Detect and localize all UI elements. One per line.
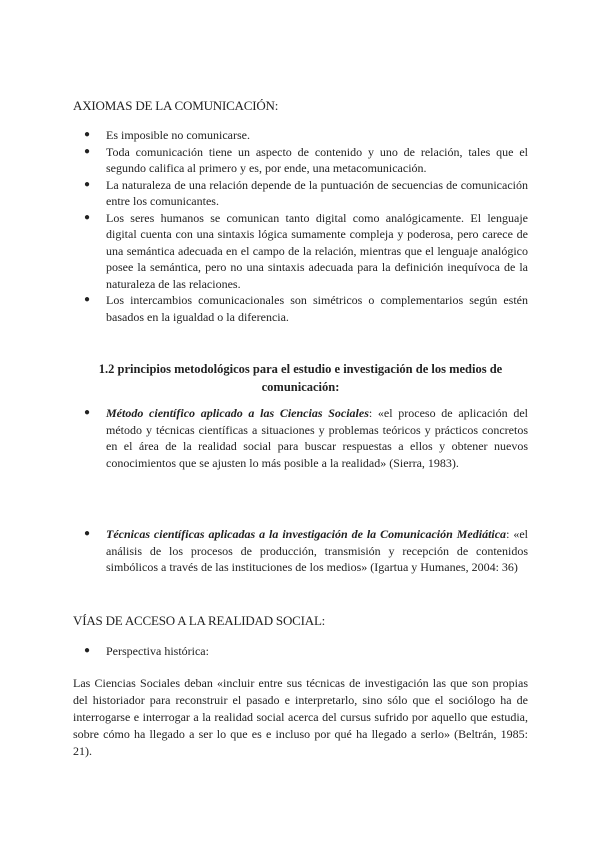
bullet-icon: ● — [84, 294, 91, 305]
bullet-icon: ● — [84, 211, 91, 223]
axiomas-heading: AXIOMAS DE LA COMUNICACIÓN: — [73, 98, 279, 113]
axiomas-list — [80, 127, 528, 325]
principios-list-1 — [80, 405, 528, 471]
vias-heading: VÍAS DE ACCESO A LA REALIDAD SOCIAL: — [73, 613, 326, 628]
bullet-icon: ● — [84, 407, 91, 418]
list-item-text: Es imposible no comunicarse. — [106, 128, 250, 142]
bullet-icon: ● — [84, 129, 91, 140]
list-item — [80, 292, 528, 325]
bullet-icon: ● — [84, 528, 91, 539]
definition-text: : «el proceso de aplicación del método y técnicas científicas a situaciones y problemas teóricos y prácticos concretos en el área de la realidad social para buscar respuestas a ellos y obtener nuevos conocimientos que se ajusten lo más posible a la realidad» (Sierra, 1983). — [106, 406, 528, 470]
bullet-icon: ● — [84, 178, 91, 190]
list-item-text: Perspectiva histórica: — [106, 644, 209, 658]
term-tecnicas-cientificas: Técnicas científicas aplicadas a la investigación de la Comunicación Mediática — [106, 527, 507, 541]
list-item-text: Los seres humanos se comunican tanto digital como analógicamente. El lenguaje digital cuenta con una sintaxis lógica sumamente compleja y poderosa, pero carece de una semántica adecuada en el campo de la relación, mientras que el lenguaje analógico posee la semántica, pero no una sintaxis adecuada para la definición inequívoca de la naturaleza de las relaciones. — [106, 210, 528, 291]
list-item — [80, 526, 528, 576]
term-metodo-cientifico: Método científico aplicado a las Ciencias Sociales — [106, 406, 369, 420]
list-item — [80, 127, 528, 144]
list-item-text: Toda comunicación tiene un aspecto de contenido y uno de relación, tales que el segundo califica al primero y es, por ende, una metacomunicación. — [106, 144, 528, 175]
list-item-text: La naturaleza de una relación depende de la puntuación de secuencias de comunicación entre los comunicantes. — [106, 177, 528, 208]
bullet-icon: ● — [84, 645, 91, 656]
list-item — [80, 177, 528, 210]
list-item — [80, 144, 528, 177]
list-item — [80, 210, 528, 293]
list-item-text: Los intercambios comunicacionales son simétricos o complementarios según estén basados en la igualdad o la diferencia. — [106, 293, 528, 324]
list-item — [80, 643, 528, 660]
list-item — [80, 405, 528, 471]
body-paragraph: Las Ciencias Sociales deban «incluir entre sus técnicas de investigación las que son propias del historiador para reconstruir el pasado e interpretarlo, sino sólo que el sociólogo ha de interrogarse e interrogar a la realidad social acerca del cursus sufrido por aquello que estudia, sobre cómo ha llegado a ser lo que es e incluso por qué ha llegado a serlo» (Beltrán, 1985: 21). — [73, 676, 528, 758]
bullet-icon: ● — [84, 145, 91, 157]
principios-list-2 — [80, 526, 528, 576]
definition-text: : «el análisis de los procesos de producción, transmisión y recepción de contenidos simbólicos a través de las instituciones de los medios» (Igartua y Humanes, 2004: 36) — [106, 527, 528, 574]
section-title: 1.2 principios metodológicos para el estudio e investigación de los medios de comunicación: — [98, 362, 503, 394]
vias-list — [80, 643, 528, 660]
